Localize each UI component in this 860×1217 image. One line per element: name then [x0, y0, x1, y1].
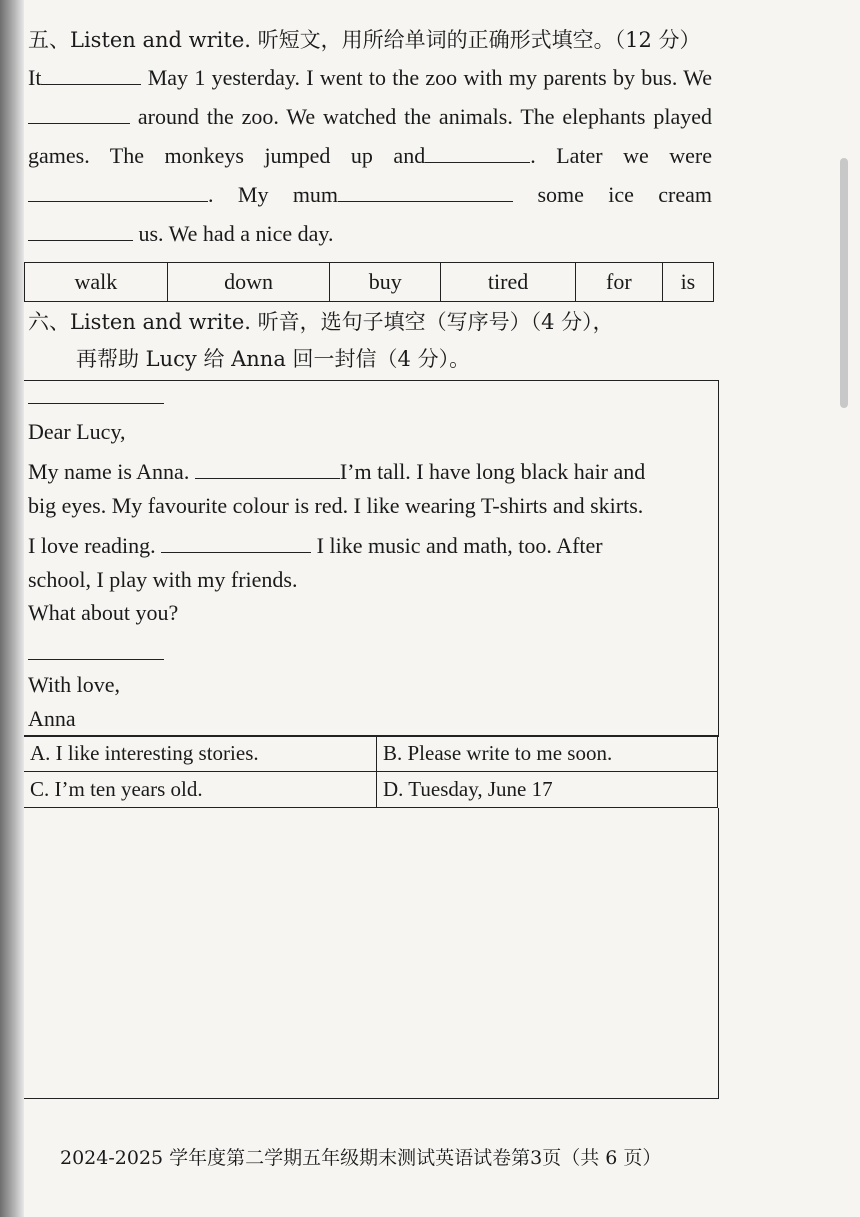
option-c: C. I’m ten years old.	[24, 772, 377, 808]
answer-blank-4[interactable]	[28, 179, 208, 202]
word-bank-item: is	[662, 263, 713, 302]
section-5-title: 五、Listen and write. 听短文，用所给单词的正确形式填空。（12 分）	[28, 28, 701, 52]
answer-blank-3[interactable]	[425, 140, 530, 163]
letter-box	[24, 380, 719, 737]
passage-text: It	[28, 65, 42, 90]
answer-blank-letter-1[interactable]	[195, 456, 340, 479]
section-6-subtitle: 再帮助 Lucy 给 Anna 回一封信（4 分）。	[76, 347, 471, 371]
option-b: B. Please write to me soon.	[377, 736, 718, 772]
letter-line-2: big eyes. My favourite colour is red. I like wearing T-shirts and skirts.	[28, 493, 644, 518]
answer-blank-6[interactable]	[28, 218, 133, 241]
word-bank-item: walk	[25, 263, 168, 302]
page-footer: 2024-2025 学年度第二学期五年级期末测试英语试卷第3页（共 6 页）	[60, 1147, 662, 1169]
answer-blank-1[interactable]	[41, 62, 141, 85]
scrollbar-thumb[interactable]	[840, 158, 848, 408]
section-6-title: 六、Listen and write. 听音，选句子填空（写序号）（4 分），	[28, 310, 614, 334]
letter-text: My name is Anna.	[28, 459, 190, 484]
letter-text: I like music and math, too. After	[316, 533, 603, 558]
passage-text: May 1 yesterday. I went to the zoo with my parents by bus. We	[147, 65, 712, 90]
word-bank-item: down	[167, 263, 330, 302]
scan-edge-shadow	[0, 0, 24, 1217]
letter-line-4: school, I play with my friends.	[28, 567, 298, 592]
letter-line-1	[28, 456, 645, 485]
passage-text: some ice cream	[537, 182, 713, 207]
option-d: D. Tuesday, June 17	[377, 772, 718, 808]
answer-blank-5[interactable]	[338, 179, 513, 202]
reply-writing-area[interactable]	[24, 808, 719, 1099]
letter-text: I love reading.	[28, 533, 156, 558]
letter-signature: Anna	[28, 706, 76, 731]
word-bank-item: buy	[330, 263, 441, 302]
passage-text: around the zoo. We watched the animals. The elephants played games. The monkeys jumped up and	[28, 104, 713, 168]
letter-text: I’m tall. I have long black hair and	[339, 459, 646, 484]
word-bank-item: tired	[441, 263, 576, 302]
letter-greeting: Dear Lucy,	[28, 419, 126, 444]
passage-text: . Later we were	[530, 143, 712, 168]
passage-text: . My mum	[208, 182, 339, 207]
letter-closing: With love,	[28, 672, 120, 697]
closing-blank[interactable]	[28, 659, 164, 660]
option-a: A. I like interesting stories.	[24, 736, 377, 772]
section-5-passage	[28, 58, 712, 253]
date-blank[interactable]	[28, 403, 164, 404]
options-table	[24, 735, 718, 808]
word-bank-table	[24, 262, 714, 302]
word-bank-item: for	[575, 263, 662, 302]
answer-blank-letter-2[interactable]	[161, 530, 311, 553]
letter-line-3	[28, 530, 603, 559]
letter-line-5: What about you?	[28, 600, 179, 625]
answer-blank-2[interactable]	[28, 101, 130, 124]
passage-text: us. We had a nice day.	[138, 221, 334, 246]
exam-page	[24, 0, 840, 1217]
